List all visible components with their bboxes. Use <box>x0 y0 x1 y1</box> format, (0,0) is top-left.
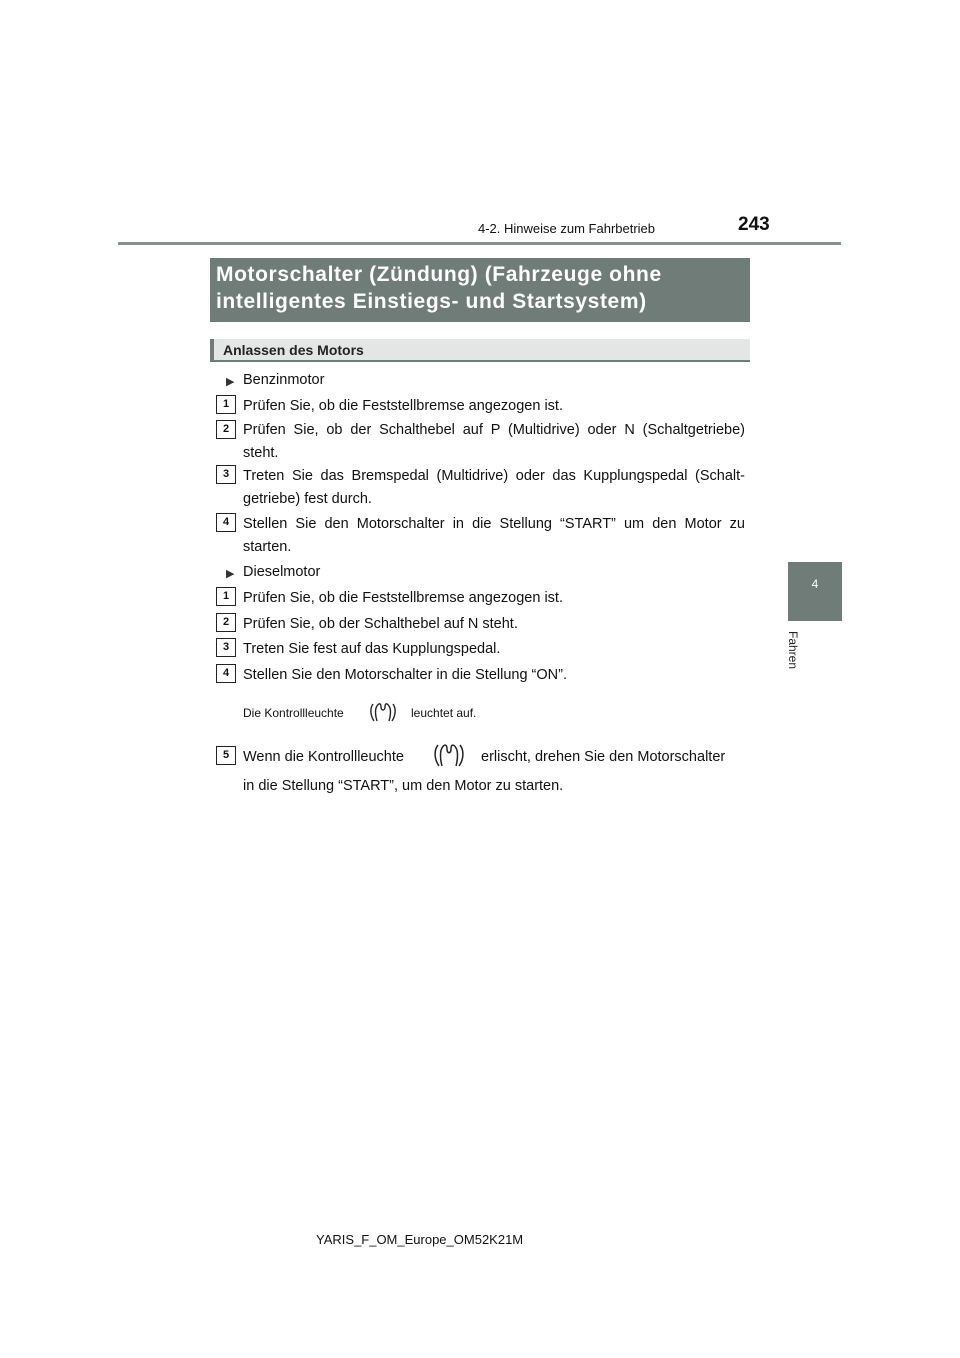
chapter-breadcrumb: 4-2. Hinweise zum Fahrbetrieb <box>478 221 656 236</box>
benzin-step-3-line2: getriebe) fest durch. <box>243 491 372 507</box>
step-number-box: 2 <box>216 420 236 439</box>
section-title-line2: intelligentes Einstiegs- und Startsystem) <box>216 290 647 313</box>
diesel-heading: Dieselmotor <box>243 564 321 580</box>
indicator-note-before: Die Kontrollleuchte <box>243 706 344 720</box>
section-title-box <box>210 258 750 322</box>
diesel-step-1-text: Prüfen Sie, ob die Feststellbremse angezogen ist. <box>243 590 563 606</box>
indicator-note-after: leuchtet auf. <box>411 706 477 720</box>
subsection-title: Anlassen des Motors <box>223 342 364 358</box>
step-number-box: 2 <box>216 613 236 632</box>
triangle-right-icon: ▶ <box>226 376 235 388</box>
subsection-header <box>210 339 750 362</box>
benzin-step-2-line2: steht. <box>243 445 279 461</box>
step-number-box: 4 <box>216 664 236 683</box>
step-number-box: 3 <box>216 638 236 657</box>
step-number-box: 4 <box>216 513 236 532</box>
benzin-step-2-line1: Prüfen Sie, ob der Schalthebel auf P (Multidrive) oder N (Schaltgetriebe) <box>243 422 745 438</box>
step-number-box: 5 <box>216 746 236 765</box>
diesel-step-2-text: Prüfen Sie, ob der Schalthebel auf N steht. <box>243 616 518 632</box>
header-divider <box>118 242 841 245</box>
triangle-right-icon: ▶ <box>226 568 235 580</box>
benzin-step-3-line1: Treten Sie das Bremspedal (Multidrive) oder das Kupplungspedal (Schalt- <box>243 468 745 484</box>
diesel-step-4-text: Stellen Sie den Motorschalter in die Stellung “ON”. <box>243 667 567 683</box>
glow-plug-indicator-icon <box>432 742 466 768</box>
benzin-heading: Benzinmotor <box>243 372 325 388</box>
glow-plug-indicator-icon <box>368 701 398 723</box>
diesel-step-5-part2: erlischt, drehen Sie den Motorschalter <box>481 749 726 765</box>
chapter-side-number: 4 <box>811 577 819 591</box>
footer-document-id: YARIS_F_OM_Europe_OM52K21M <box>316 1232 524 1247</box>
benzin-step-1-text: Prüfen Sie, ob die Feststellbremse angezogen ist. <box>243 398 563 414</box>
section-title-line1: Motorschalter (Zündung) (Fahrzeuge ohne <box>216 263 662 286</box>
benzin-step-4-line2: starten. <box>243 539 292 555</box>
chapter-side-tab <box>788 562 842 621</box>
diesel-step-5-line2: in die Stellung “START”, um den Motor zu starten. <box>243 778 564 794</box>
step-number-box: 3 <box>216 465 236 484</box>
diesel-step-3-text: Treten Sie fest auf das Kupplungspedal. <box>243 641 501 657</box>
step-number-box: 1 <box>216 587 236 606</box>
step-number-box: 1 <box>216 395 236 414</box>
diesel-step-5-part1: Wenn die Kontrollleuchte <box>243 749 404 765</box>
benzin-step-4-line1: Stellen Sie den Motorschalter in die Stellung “START” um den Motor zu <box>243 516 745 532</box>
chapter-side-label: Fahren <box>786 631 800 670</box>
page-number: 243 <box>738 214 770 235</box>
